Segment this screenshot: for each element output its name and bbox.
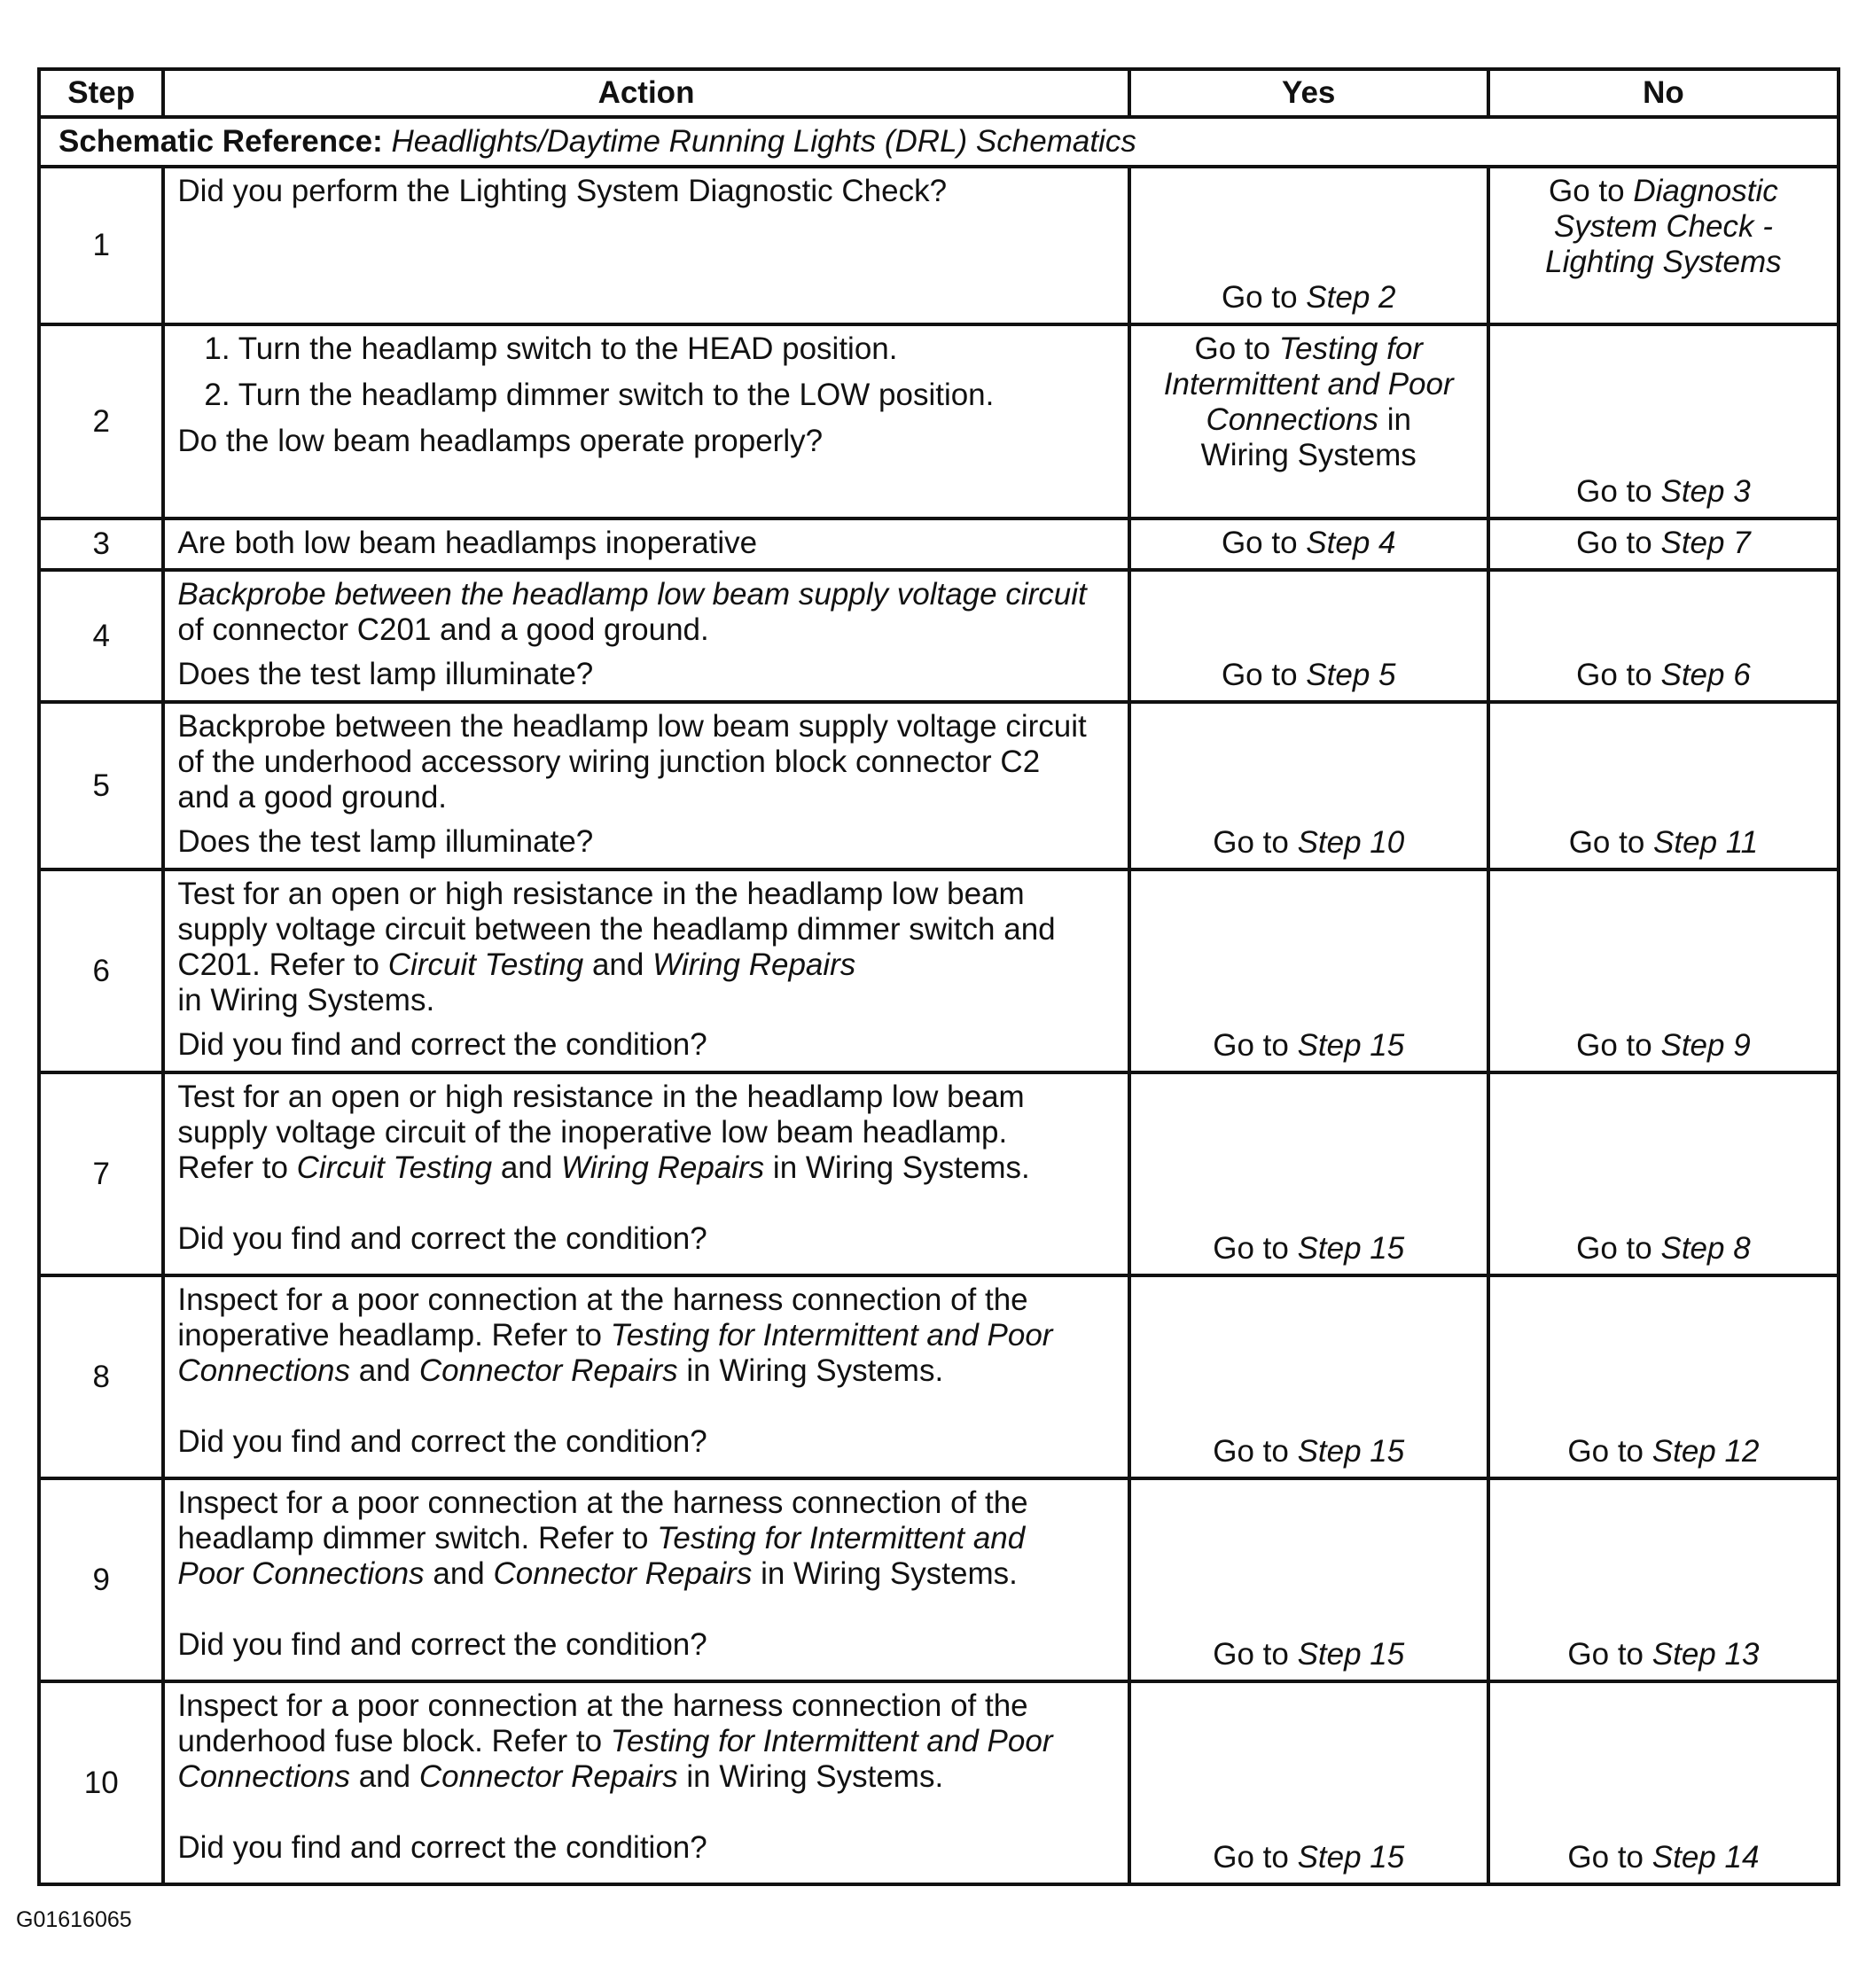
header-yes: Yes [1129,69,1488,117]
action-text: in Wiring Systems. [686,1353,944,1388]
no-target: Step 7 [1660,526,1751,560]
no-target: Step 9 [1660,1028,1751,1063]
action-ref: Poor Connections [177,1556,425,1591]
go-to-text: Go to [1221,280,1298,315]
go-to-text: Go to [1213,1231,1289,1266]
action-question: Does the test lamp illuminate? [177,657,594,691]
yes-cell [1129,570,1488,702]
action-line: Inspect for a poor connection at the harness connection of the [177,1485,1028,1520]
yes-target: Step 15 [1297,1434,1405,1469]
step-number: 10 [39,1681,163,1884]
action-question: Did you find and correct the condition? [177,1221,707,1256]
header-row [39,69,1839,117]
action-cell [163,570,1128,702]
action-cell [163,1681,1128,1884]
schematic-row [39,117,1839,167]
action-ref: Testing for Intermittent and Poor [610,1318,1053,1353]
go-to-text: Go to [1213,825,1289,860]
no-target: Step 8 [1660,1231,1751,1266]
no-cell [1488,1478,1839,1681]
go-to-text: Go to [1576,474,1652,509]
action-question: Do the low beam headlamps operate properly? [177,424,824,458]
action-list-item: 1. Turn the headlamp switch to the HEAD position. [204,331,898,366]
no-ref-line: Diagnostic [1633,174,1778,208]
no-target: Step 12 [1651,1434,1760,1469]
yes-cell [1129,869,1488,1072]
yes-cell [1129,1478,1488,1681]
action-line: of connector C201 and a good ground. [177,612,709,647]
yes-target: Step 15 [1297,1637,1405,1672]
action-cell [163,518,1128,570]
action-ref: Wiring Repairs [560,1150,765,1185]
no-cell [1488,167,1839,324]
action-ref: Connections [177,1353,350,1388]
go-to-text: Go to [1221,658,1298,692]
action-text: and [358,1759,411,1794]
action-text: and [500,1150,553,1185]
step-number: 1 [39,167,163,324]
table-row [39,1275,1839,1478]
step-number: 6 [39,869,163,1072]
step-number: 5 [39,702,163,869]
step-number: 4 [39,570,163,702]
no-target: Step 13 [1651,1637,1760,1672]
action-question: Are both low beam headlamps inoperative [177,526,758,560]
yes-cell [1129,1275,1488,1478]
go-to-text: Go to [1213,1434,1289,1469]
no-ref-line: Lighting Systems [1545,245,1782,279]
yes-target: Step 15 [1297,1231,1405,1266]
yes-cell [1129,702,1488,869]
action-text: underhood fuse block. Refer to [177,1724,603,1758]
go-to-text: Go to [1568,825,1645,860]
action-ref: Connector Repairs [418,1353,678,1388]
step-number: 3 [39,518,163,570]
header-action: Action [163,69,1128,117]
action-cell [163,1275,1128,1478]
table-row [39,518,1839,570]
step-number: 8 [39,1275,163,1478]
action-cell [163,1478,1128,1681]
step-number: 2 [39,324,163,518]
action-question: Did you find and correct the condition? [177,1627,707,1662]
action-line: Backprobe between the headlamp low beam supply voltage circuit [177,709,1087,744]
schematic-value: Headlights/Daytime Running Lights (DRL) Schematics [391,124,1136,159]
action-line: Test for an open or high resistance in the headlamp low beam [177,877,1025,911]
no-cell [1488,869,1839,1072]
go-to-text: Go to [1194,331,1271,366]
action-list-item: 2. Turn the headlamp dimmer switch to the LOW position. [204,378,995,412]
schematic-reference [39,117,1839,167]
go-to-text: Go to [1213,1637,1289,1672]
action-ref: Circuit Testing [387,947,584,982]
yes-target: Step 4 [1306,526,1396,560]
no-cell [1488,702,1839,869]
yes-ref: Connections [1206,402,1379,437]
action-text: inoperative headlamp. Refer to [177,1318,603,1353]
step-number: 7 [39,1072,163,1275]
action-text: in Wiring Systems. [686,1759,944,1794]
go-to-text: Go to [1549,174,1625,208]
yes-ref-section: Wiring Systems [1200,438,1417,472]
go-to-text: Go to [1567,1840,1644,1875]
table-row [39,570,1839,702]
no-cell [1488,1072,1839,1275]
no-cell [1488,518,1839,570]
header-no: No [1488,69,1839,117]
action-line: in Wiring Systems. [177,983,435,1017]
go-to-text: Go to [1567,1637,1644,1672]
yes-target: Step 5 [1306,658,1396,692]
yes-ref: Intermittent and Poor [1163,367,1454,401]
action-question: Did you find and correct the condition? [177,1424,707,1459]
action-text: and [591,947,644,982]
schematic-label: Schematic Reference: [59,124,383,159]
action-line: and a good ground. [177,780,448,815]
yes-ref: Testing for [1278,331,1423,366]
action-text: in Wiring Systems. [772,1150,1030,1185]
go-to-text: Go to [1576,526,1652,560]
action-ref: Connections [177,1759,350,1794]
diagnostic-table [37,67,1840,1886]
no-target: Step 6 [1660,658,1751,692]
in-text: in [1386,402,1411,437]
no-cell [1488,1681,1839,1884]
no-cell [1488,570,1839,702]
action-line: Test for an open or high resistance in the headlamp low beam [177,1080,1025,1114]
yes-cell [1129,1072,1488,1275]
action-text: headlamp dimmer switch. Refer to [177,1521,649,1555]
action-line: Backprobe between the headlamp low beam supply voltage circuit [177,577,1087,612]
go-to-text: Go to [1213,1840,1289,1875]
go-to-text: Go to [1576,1231,1652,1266]
yes-target: Step 15 [1297,1028,1405,1063]
yes-cell [1129,1681,1488,1884]
action-line: Inspect for a poor connection at the harness connection of the [177,1282,1028,1317]
step-number: 9 [39,1478,163,1681]
figure-id: G01616065 [16,1907,132,1932]
no-cell [1488,1275,1839,1478]
table-row [39,324,1839,518]
action-line: of the underhood accessory wiring junction block connector C2 [177,745,1041,779]
action-ref: Testing for Intermittent and Poor [610,1724,1053,1758]
table-row [39,1681,1839,1884]
yes-cell [1129,324,1488,518]
yes-target: Step 10 [1297,825,1405,860]
yes-target: Step 2 [1306,280,1396,315]
action-cell [163,167,1128,324]
action-question: Does the test lamp illuminate? [177,824,594,859]
action-ref: Circuit Testing [296,1150,493,1185]
no-target: Step 3 [1660,474,1751,509]
table-row [39,1072,1839,1275]
action-question: Did you find and correct the condition? [177,1830,707,1865]
yes-target: Step 15 [1297,1840,1405,1875]
go-to-text: Go to [1213,1028,1289,1063]
yes-cell [1129,518,1488,570]
action-ref: Connector Repairs [493,1556,753,1591]
no-cell [1488,324,1839,518]
header-step: Step [39,69,163,117]
table-row [39,702,1839,869]
go-to-text: Go to [1567,1434,1644,1469]
action-question: Did you find and correct the condition? [177,1027,707,1062]
go-to-text: Go to [1221,526,1298,560]
action-line: supply voltage circuit of the inoperative low beam headlamp. [177,1115,1008,1150]
action-cell [163,324,1128,518]
action-text: Refer to [177,1150,288,1185]
action-cell [163,702,1128,869]
table-row [39,1478,1839,1681]
action-line: supply voltage circuit between the headlamp dimmer switch and [177,912,1056,947]
action-ref: Connector Repairs [418,1759,678,1794]
no-ref-line: System Check - [1553,209,1773,244]
action-cell [163,869,1128,1072]
table-row [39,167,1839,324]
table-row [39,869,1839,1072]
action-text: C201. Refer to [177,947,380,982]
action-cell [163,1072,1128,1275]
action-text: and [433,1556,485,1591]
action-ref: Testing for Intermittent and [657,1521,1026,1555]
yes-cell [1129,167,1488,324]
action-text: in Wiring Systems. [761,1556,1018,1591]
no-target: Step 14 [1651,1840,1760,1875]
go-to-text: Go to [1576,1028,1652,1063]
go-to-text: Go to [1576,658,1652,692]
action-ref: Wiring Repairs [652,947,856,982]
no-target: Step 11 [1653,825,1759,860]
action-line: Inspect for a poor connection at the harness connection of the [177,1688,1028,1723]
action-question: Did you perform the Lighting System Diagnostic Check? [177,174,948,208]
action-text: and [358,1353,411,1388]
